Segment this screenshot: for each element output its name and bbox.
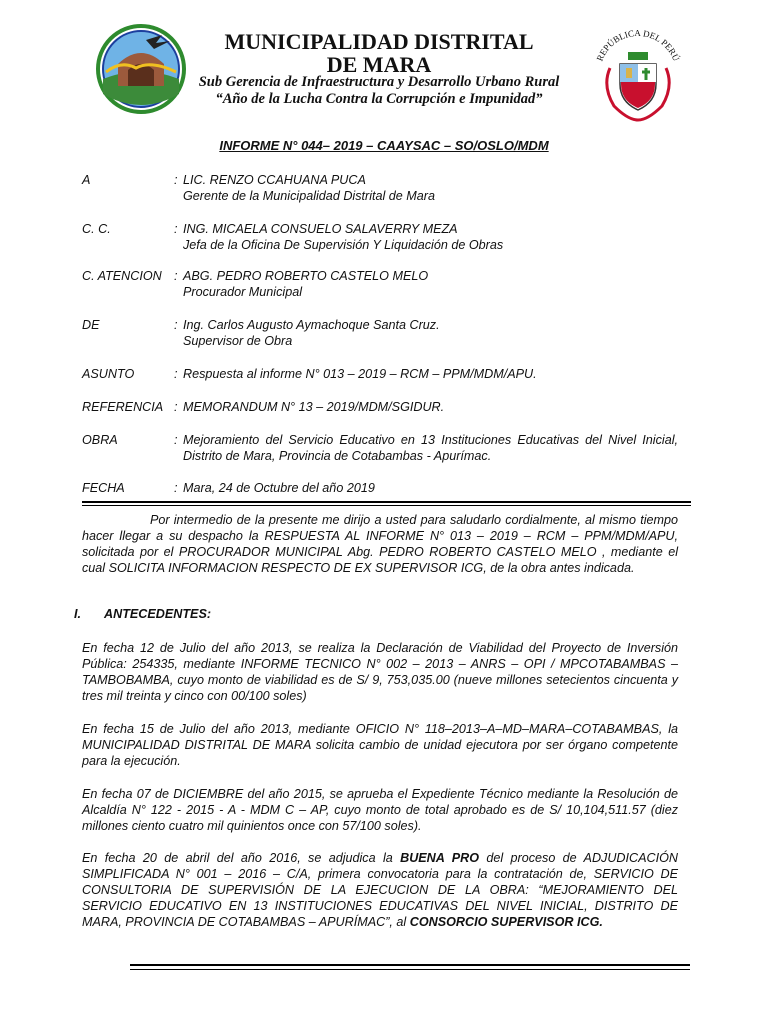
background-paragraph: En fecha 07 de DICIEMBRE del año 2015, se aprueba el Expediente Técnico mediante la Resolución de Alcaldía N° 122 - 2015 - A - MDM C – AP, cuyo monto de total aprobado es de S/ 10,104,511.57 (diez millones ciento cuatro mil quinientos once con 57/100 soles). (82, 787, 678, 833)
background-paragraph: En fecha 15 de Julio del año 2013, mediante OFICIO N° 118–2013–A–MD–MARA–COTABAMBAS, la MUNICIPALIDAD DISTRITAL DE MARA solicita cambio de unidad ejecutora por ser órgano competente para la ejecución. (82, 722, 678, 768)
sub-management-line: Sub Gerencia de Infraestructura y Desarrollo Urbano Rural (198, 74, 560, 90)
field-value (183, 268, 678, 300)
date-value: Mara, 24 de Octubre del año 2019 (183, 481, 375, 495)
addressee-name: LIC. RENZO CCAHUANA PUCA (183, 173, 366, 187)
field-label: A (82, 173, 91, 187)
field-colon: : (174, 481, 178, 495)
sender-name: Ing. Carlos Augusto Aymachoque Santa Cruz. (183, 318, 440, 332)
award-text-middle: del proceso de ADJUDICACIÓN SIMPLIFICADA N° 001 – 2016 – C/A, primera convocatoria para la contratación de, SERVICIO DE CONSULTORIA DE SUPERVISIÓN DE LA EJECUCION DE LA OBRA: “MEJORAMIENTO DEL SERVICIO EDUCATIVO EN 13 INSTITUCIONES EDUCATIVAS DEL NIVEL INICIAL, DISTRITO DE MARA, PROVINCIA DE COTABAMBAS – APURÍMAC”, al (82, 851, 679, 929)
organization-name-line2: DE MARA (326, 52, 432, 77)
intro-paragraph: Por intermedio de la presente me dirijo a usted para saludarlo cordialmente, al mismo tiempo hacer llegar a su despacho la RESPUESTA AL INFORME N° 013 – 2019 – RCM – PPM/MDM/APU, solicitada por el PROCURADOR MUNICIPAL Abg. PEDRO ROBERTO CASTELO MELO , mediante el cual SOLICITA INFORMACION RESPECTO DE EX SUPERVISOR ICG, de la obra antes indicada. (82, 513, 678, 575)
footer-divider (130, 964, 690, 966)
year-motto: “Año de la Lucha Contra la Corrupción e Impunidad” (215, 91, 543, 107)
section-number: I. (74, 607, 81, 621)
section-title: ANTECEDENTES: (104, 607, 212, 621)
subject-value: Respuesta al informe N° 013 – 2019 – RCM – PPM/MDM/APU. (183, 367, 537, 381)
field-colon: : (174, 269, 178, 283)
field-label: REFERENCIA (82, 400, 164, 414)
copy-position: Jefa de la Oficina De Supervisión Y Liquidación de Obras (183, 238, 504, 252)
field-value (183, 221, 678, 253)
organization-name: MUNICIPALIDAD DISTRITAL (224, 29, 534, 54)
field-colon: : (174, 173, 178, 187)
field-label: ASUNTO (82, 367, 135, 381)
sender-position: Supervisor de Obra (183, 334, 293, 348)
field-label: FECHA (82, 481, 125, 495)
field-label: C. C. (82, 222, 111, 236)
peru-national-seal (588, 22, 688, 122)
field-value (183, 172, 678, 204)
header-divider-thin (82, 505, 691, 506)
reference-value: MEMORANDUM N° 13 – 2019/MDM/SGIDUR. (183, 400, 445, 414)
section-heading (74, 606, 211, 622)
header-divider (82, 501, 691, 503)
award-highlight: BUENA PRO (400, 851, 480, 865)
field-colon: : (174, 367, 178, 381)
attention-name: ABG. PEDRO ROBERTO CASTELO MELO (183, 269, 429, 283)
field-colon: : (174, 400, 178, 414)
background-paragraph: En fecha 12 de Julio del año 2013, se realiza la Declaración de Viabilidad del Proyecto de Inversión Pública: 254335, mediante INFORME TECNICO N° 002 – 2013 – ANRS – OPI / MPCOTABAMBAS – TAMBOBAMBA, cuyo monto de viabilidad es de S/ 9, 753,035.00 (nueve millones setecientos cincuenta y tres mil treinta y cinco con 00/100 soles) (82, 641, 678, 703)
award-text-start: En fecha 20 de abril del año 2016, se adjudica la (82, 851, 401, 865)
municipality-logo (96, 24, 186, 114)
copy-name: ING. MICAELA CONSUELO SALAVERRY MEZA (183, 222, 458, 236)
svg-text:REPÚBLICA DEL PERÚ: REPÚBLICA DEL PERÚ (594, 27, 682, 63)
field-colon: : (174, 222, 178, 236)
footer-divider-thin (130, 969, 690, 970)
field-label: OBRA (82, 433, 118, 447)
field-colon: : (174, 318, 178, 332)
attention-position: Procurador Municipal (183, 285, 302, 299)
project-value: Mejoramiento del Servicio Educativo en 13 Instituciones Educativas del Nivel Inicial, Distrito de Mara, Provincia de Cotabambas - Apurímac. (183, 433, 678, 463)
field-value (183, 317, 678, 349)
field-colon: : (174, 433, 178, 447)
report-number: INFORME N° 044– 2019 – CAAYSAC – SO/OSLO/MDM (219, 138, 549, 153)
field-label: DE (82, 318, 100, 332)
field-label: C. ATENCION (82, 269, 162, 283)
consortium-name: CONSORCIO SUPERVISOR ICG. (409, 915, 603, 929)
addressee-position: Gerente de la Municipalidad Distrital de Mara (183, 189, 435, 203)
background-paragraph-award (82, 850, 678, 930)
